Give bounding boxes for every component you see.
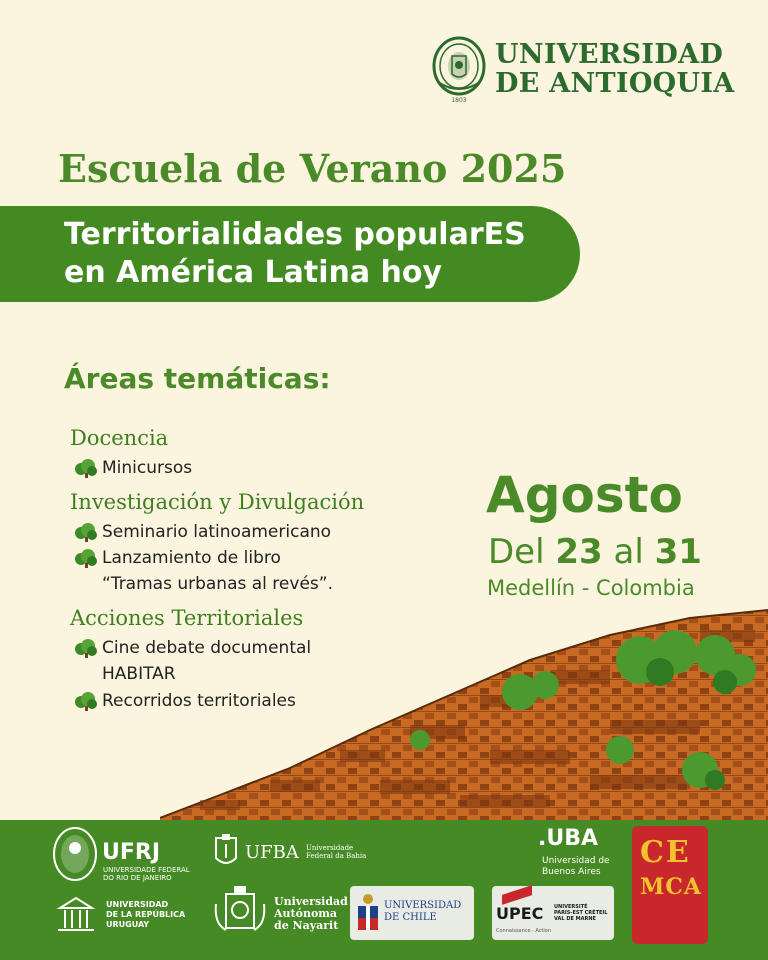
ufba-emblem-icon <box>212 832 240 872</box>
uan-name <box>274 896 348 932</box>
uba-name-line1: Universidad de <box>542 856 610 866</box>
list-item-label: Minicursos <box>102 458 193 478</box>
list-item <box>74 546 404 570</box>
tree-bullet-icon <box>74 548 98 568</box>
hillside-illustration <box>160 600 768 825</box>
upec-stripe <box>502 885 532 905</box>
upec-abbr: UPEC <box>496 904 544 923</box>
uchile-name-line2: DE CHILE <box>384 912 437 923</box>
list-item-label: Seminario latinoamericano <box>102 522 332 542</box>
area-group-title: Docencia <box>70 426 169 450</box>
list-item-label: Recorridos territoriales <box>102 691 296 711</box>
ufrj-name <box>103 866 190 882</box>
area-group-title: Investigación y Divulgación <box>70 490 365 514</box>
ufrj-name-line2: DO RIO DE JANEIRO <box>103 874 172 882</box>
ufba-name-line1: Universidade <box>306 844 354 852</box>
area-group-title: Acciones Territoriales <box>70 606 304 630</box>
list-item <box>74 520 404 544</box>
ufba-name-line2: Federal da Bahia <box>306 852 367 860</box>
event-subtitle-line2: en América Latina hoy <box>64 255 443 290</box>
udelar-name <box>106 900 185 930</box>
tree-bullet-icon <box>74 691 98 711</box>
ufrj-abbr: UFRJ <box>102 840 161 865</box>
event-title: Escuela de Verano 2025 <box>58 146 567 191</box>
event-month: Agosto <box>486 466 683 524</box>
uan-emblem-icon <box>212 884 268 940</box>
list-item-continuation <box>74 572 404 596</box>
event-subtitle <box>64 216 584 292</box>
date-prefix: Del <box>488 532 545 572</box>
list-item-label: “Tramas urbanas al revés”. <box>102 574 333 594</box>
uba-name-line2: Buenos Aires <box>542 867 601 877</box>
uan-name-line3: de Nayarit <box>274 919 339 932</box>
list-item-label: Cine debate documental <box>102 638 312 658</box>
upec-name-line1: UNIVERSITÉ <box>554 904 588 910</box>
uchile-logo <box>350 886 474 940</box>
upec-name <box>554 904 607 922</box>
uchile-name-line1: UNIVERSIDAD <box>384 900 462 911</box>
udelar-name-line1: UNIVERSIDAD <box>106 900 169 909</box>
list-item <box>74 456 404 480</box>
cemca-letters-line2: MCA <box>640 874 702 900</box>
event-location: Medellín - Colombia <box>487 576 695 600</box>
upec-name-line3: VAL DE MARNE <box>554 916 596 922</box>
tree-bullet-icon <box>74 458 98 478</box>
ufba-abbr: UFBA <box>245 842 299 863</box>
upec-tagline: Connaissance · Action <box>496 928 552 934</box>
upec-logo <box>492 886 614 940</box>
uba-name <box>542 856 610 878</box>
uchile-name <box>384 900 461 924</box>
cemca-logo <box>632 826 708 944</box>
tree-bullet-icon <box>74 522 98 542</box>
seal-year: 1803 <box>451 97 467 104</box>
upec-name-line2: PARIS-EST CRÉTEIL <box>554 910 608 916</box>
udelar-emblem-icon <box>56 894 96 936</box>
uan-name-line2: Autónoma <box>274 907 338 920</box>
udelar-name-line3: URUGUAY <box>106 920 150 929</box>
university-seal-icon <box>432 36 486 104</box>
uchile-emblem-icon <box>356 892 380 934</box>
date-connector: al <box>613 532 644 572</box>
cemca-letters <box>640 836 702 904</box>
uba-abbr: .UBA <box>538 826 599 851</box>
event-date-range <box>488 532 738 572</box>
uan-name-line1: Universidad <box>274 895 348 908</box>
tree-bullet-icon <box>74 638 98 658</box>
list-item-label: Lanzamiento de libro <box>102 548 281 568</box>
cemca-letters-line1: CE <box>640 835 691 870</box>
university-name <box>495 40 745 98</box>
ufrj-emblem-icon <box>52 826 98 882</box>
ufba-name <box>306 844 366 860</box>
list-item-label: HABITAR <box>102 664 176 684</box>
date-start: 23 <box>555 532 603 572</box>
event-subtitle-line1: Territorialidades popularES <box>64 217 526 252</box>
udelar-name-line2: DE LA REPÚBLICA <box>106 910 186 919</box>
university-name-line1: UNIVERSIDAD <box>495 39 724 70</box>
university-name-line2: DE ANTIOQUIA <box>495 68 735 99</box>
areas-heading: Áreas temáticas: <box>64 362 331 395</box>
ufrj-name-line1: UNIVERSIDADE FEDERAL <box>103 866 190 874</box>
date-end: 31 <box>654 532 702 572</box>
